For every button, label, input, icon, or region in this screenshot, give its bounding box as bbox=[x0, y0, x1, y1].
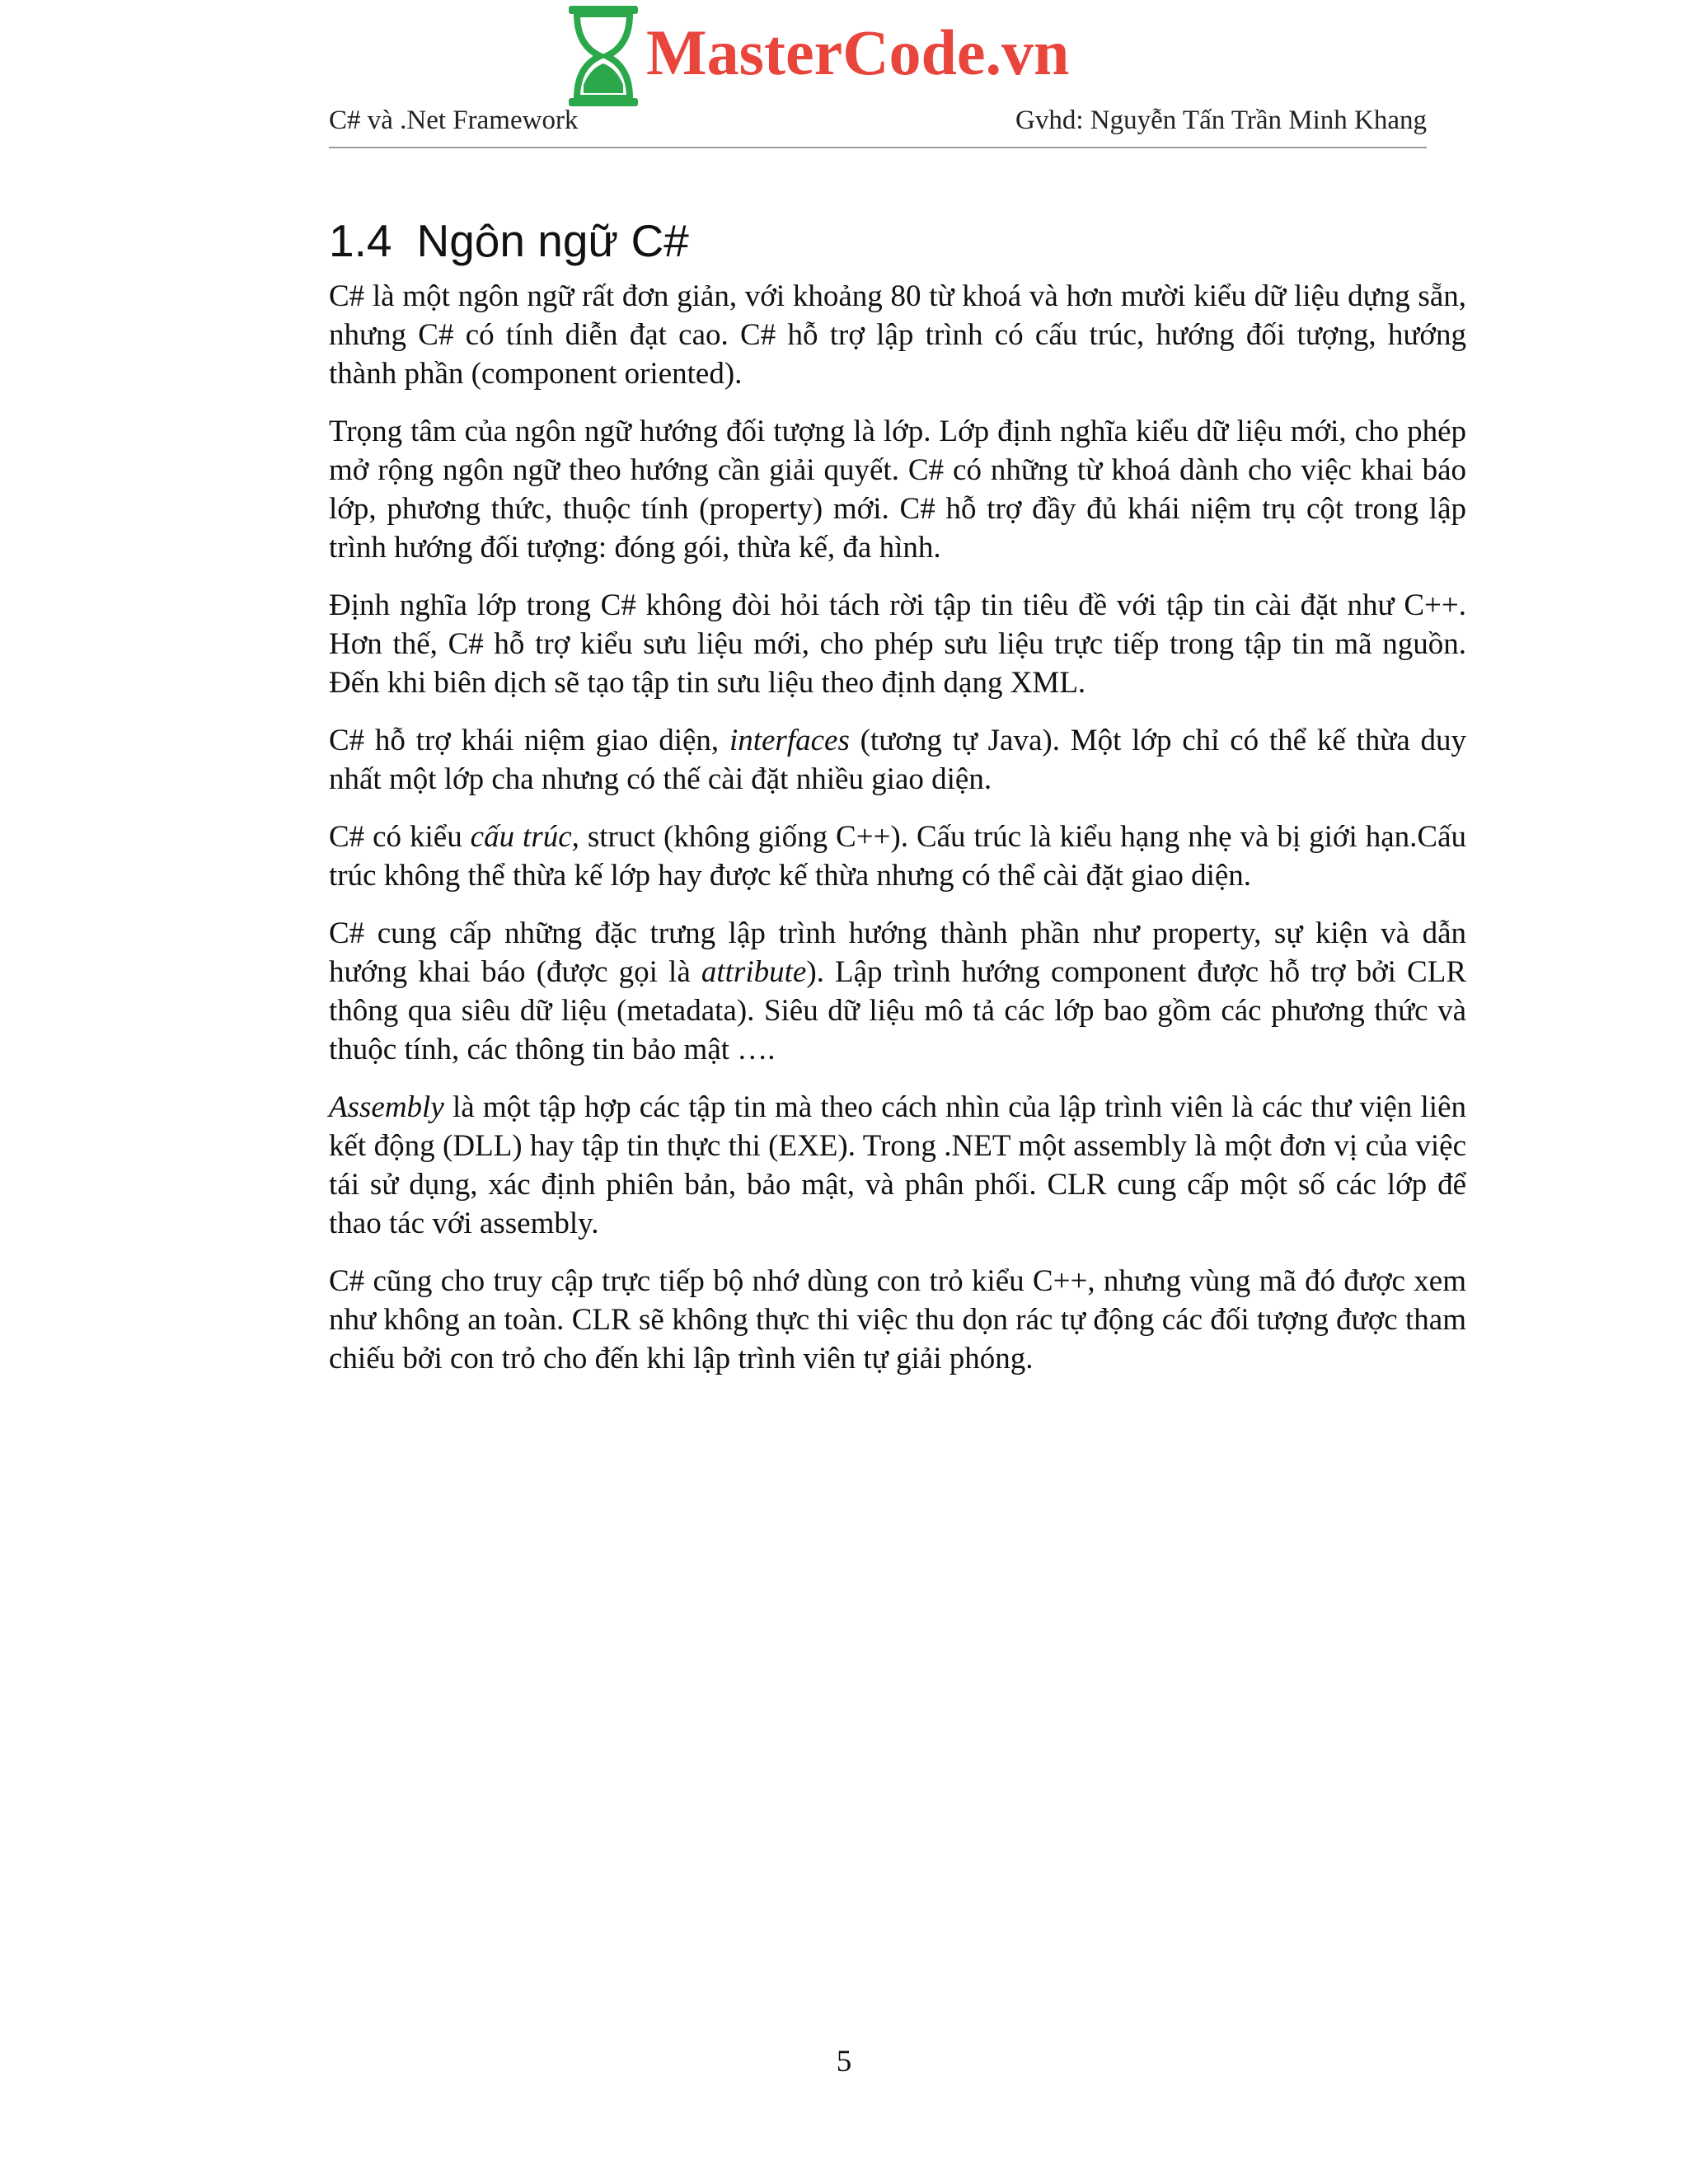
section-number: 1.4 bbox=[329, 215, 392, 266]
page-content bbox=[329, 214, 1466, 1397]
paragraph-6 bbox=[329, 914, 1466, 1069]
paragraph-7-text: là một tập hợp các tập tin mà theo cách nhìn của lập trình viên là các thư viện liên kết động (DLL) hay tập tin thực thi (EXE). Trong .NET một assembly là một đơn vị của việc tái sử dụng, xác định phiên bản, bảo mật, và phân phối. CLR cung cấp một số các lớp để thao tác với assembly. bbox=[329, 1090, 1466, 1240]
paragraph-4-text-a: C# hỗ trợ khái niệm giao diện, bbox=[329, 724, 729, 757]
paragraph-4-text-b: (tương tự Java). Một lớp chỉ có thể kế thừa duy nhất một lớp cha nhưng có thế cài đặt nhiều giao diện. bbox=[329, 724, 1466, 796]
paragraph-3: Định nghĩa lớp trong C# không đòi hỏi tách rời tập tin tiêu đề với tập tin cài đặt như C++. Hơn thế, C# hỗ trợ kiểu sưu liệu mới, cho phép sưu liệu trực tiếp trong tập tin mã nguồn. Đến khi biên dịch sẽ tạo tập tin sưu liệu theo định dạng XML. bbox=[329, 588, 1466, 700]
paragraph-8: C# cũng cho truy cập trực tiếp bộ nhớ dùng con trỏ kiểu C++, nhưng vùng mã đó được xem như không an toàn. CLR sẽ không thực thi việc thu dọn rác tự động các đối tượng được tham chiếu bởi con trỏ cho đến khi lập trình viên tự giải phóng. bbox=[329, 1264, 1466, 1376]
paragraph-6-text-b: ). Lập trình hướng component được hỗ trợ bởi CLR thông qua siêu dữ liệu (metadata). Siêu dữ liệu mô tả các lớp bao gồm các phương thức và thuộc tính, các thông tin bảo mật …. bbox=[329, 955, 1467, 1066]
paragraph-4 bbox=[329, 721, 1466, 799]
paragraph-6-emphasis: attribute bbox=[701, 955, 807, 989]
hourglass-icon bbox=[565, 2, 641, 110]
paragraph-7-emphasis: Assembly bbox=[329, 1090, 444, 1124]
paragraph-5 bbox=[329, 818, 1466, 895]
brand-logo bbox=[565, 0, 1069, 111]
paragraph-2: Trọng tâm của ngôn ngữ hướng đối tượng là lớp. Lớp định nghĩa kiểu dữ liệu mới, cho phép mở rộng ngôn ngữ theo hướng cần giải quyết. C# có những từ khoá dành cho việc khai báo lớp, phương thức, thuộc tính (property) mới. C# hỗ trợ đầy đủ khái niệm trụ cột trong lập trình hướng đối tượng: đóng gói, thừa kế, đa hình. bbox=[329, 415, 1466, 565]
paragraph-5-text-b: struct (không giống C++). Cấu trúc là kiểu hạng nhẹ và bị giới hạn.Cấu trúc không thể thừa kế lớp hay được kế thừa nhưng có thể cài đặt giao diện. bbox=[329, 820, 1466, 893]
header-instructor: Gvhd: Nguyễn Tấn Trần Minh Khang bbox=[1015, 105, 1427, 135]
page-number: 5 bbox=[836, 2045, 852, 2079]
logo-text: MasterCode.vn bbox=[646, 16, 1070, 88]
paragraph-4-emphasis: interfaces bbox=[729, 724, 850, 757]
paragraph-5-emphasis: cấu trúc, bbox=[470, 820, 579, 854]
section-title: Ngôn ngữ C# bbox=[416, 215, 689, 266]
paragraph-6-text-a: C# cung cấp những đặc trưng lập trình hướng thành phần như property, sự kiện và dẫn hướng khai báo (được gọi là bbox=[329, 916, 1466, 989]
paragraph-7 bbox=[329, 1088, 1466, 1243]
header-course-title: C# và .Net Framework bbox=[329, 105, 579, 135]
section-heading bbox=[329, 214, 1466, 267]
page-header bbox=[329, 105, 1427, 148]
paragraph-1: C# là một ngôn ngữ rất đơn giản, với khoảng 80 từ khoá và hơn mười kiểu dữ liệu dựng sẵn, nhưng C# có tính diễn đạt cao. C# hỗ trợ lập trình có cấu trúc, hướng đối tượng, hướng thành phần (component oriented). bbox=[329, 279, 1466, 391]
paragraph-5-text-a: C# có kiểu bbox=[329, 820, 471, 854]
